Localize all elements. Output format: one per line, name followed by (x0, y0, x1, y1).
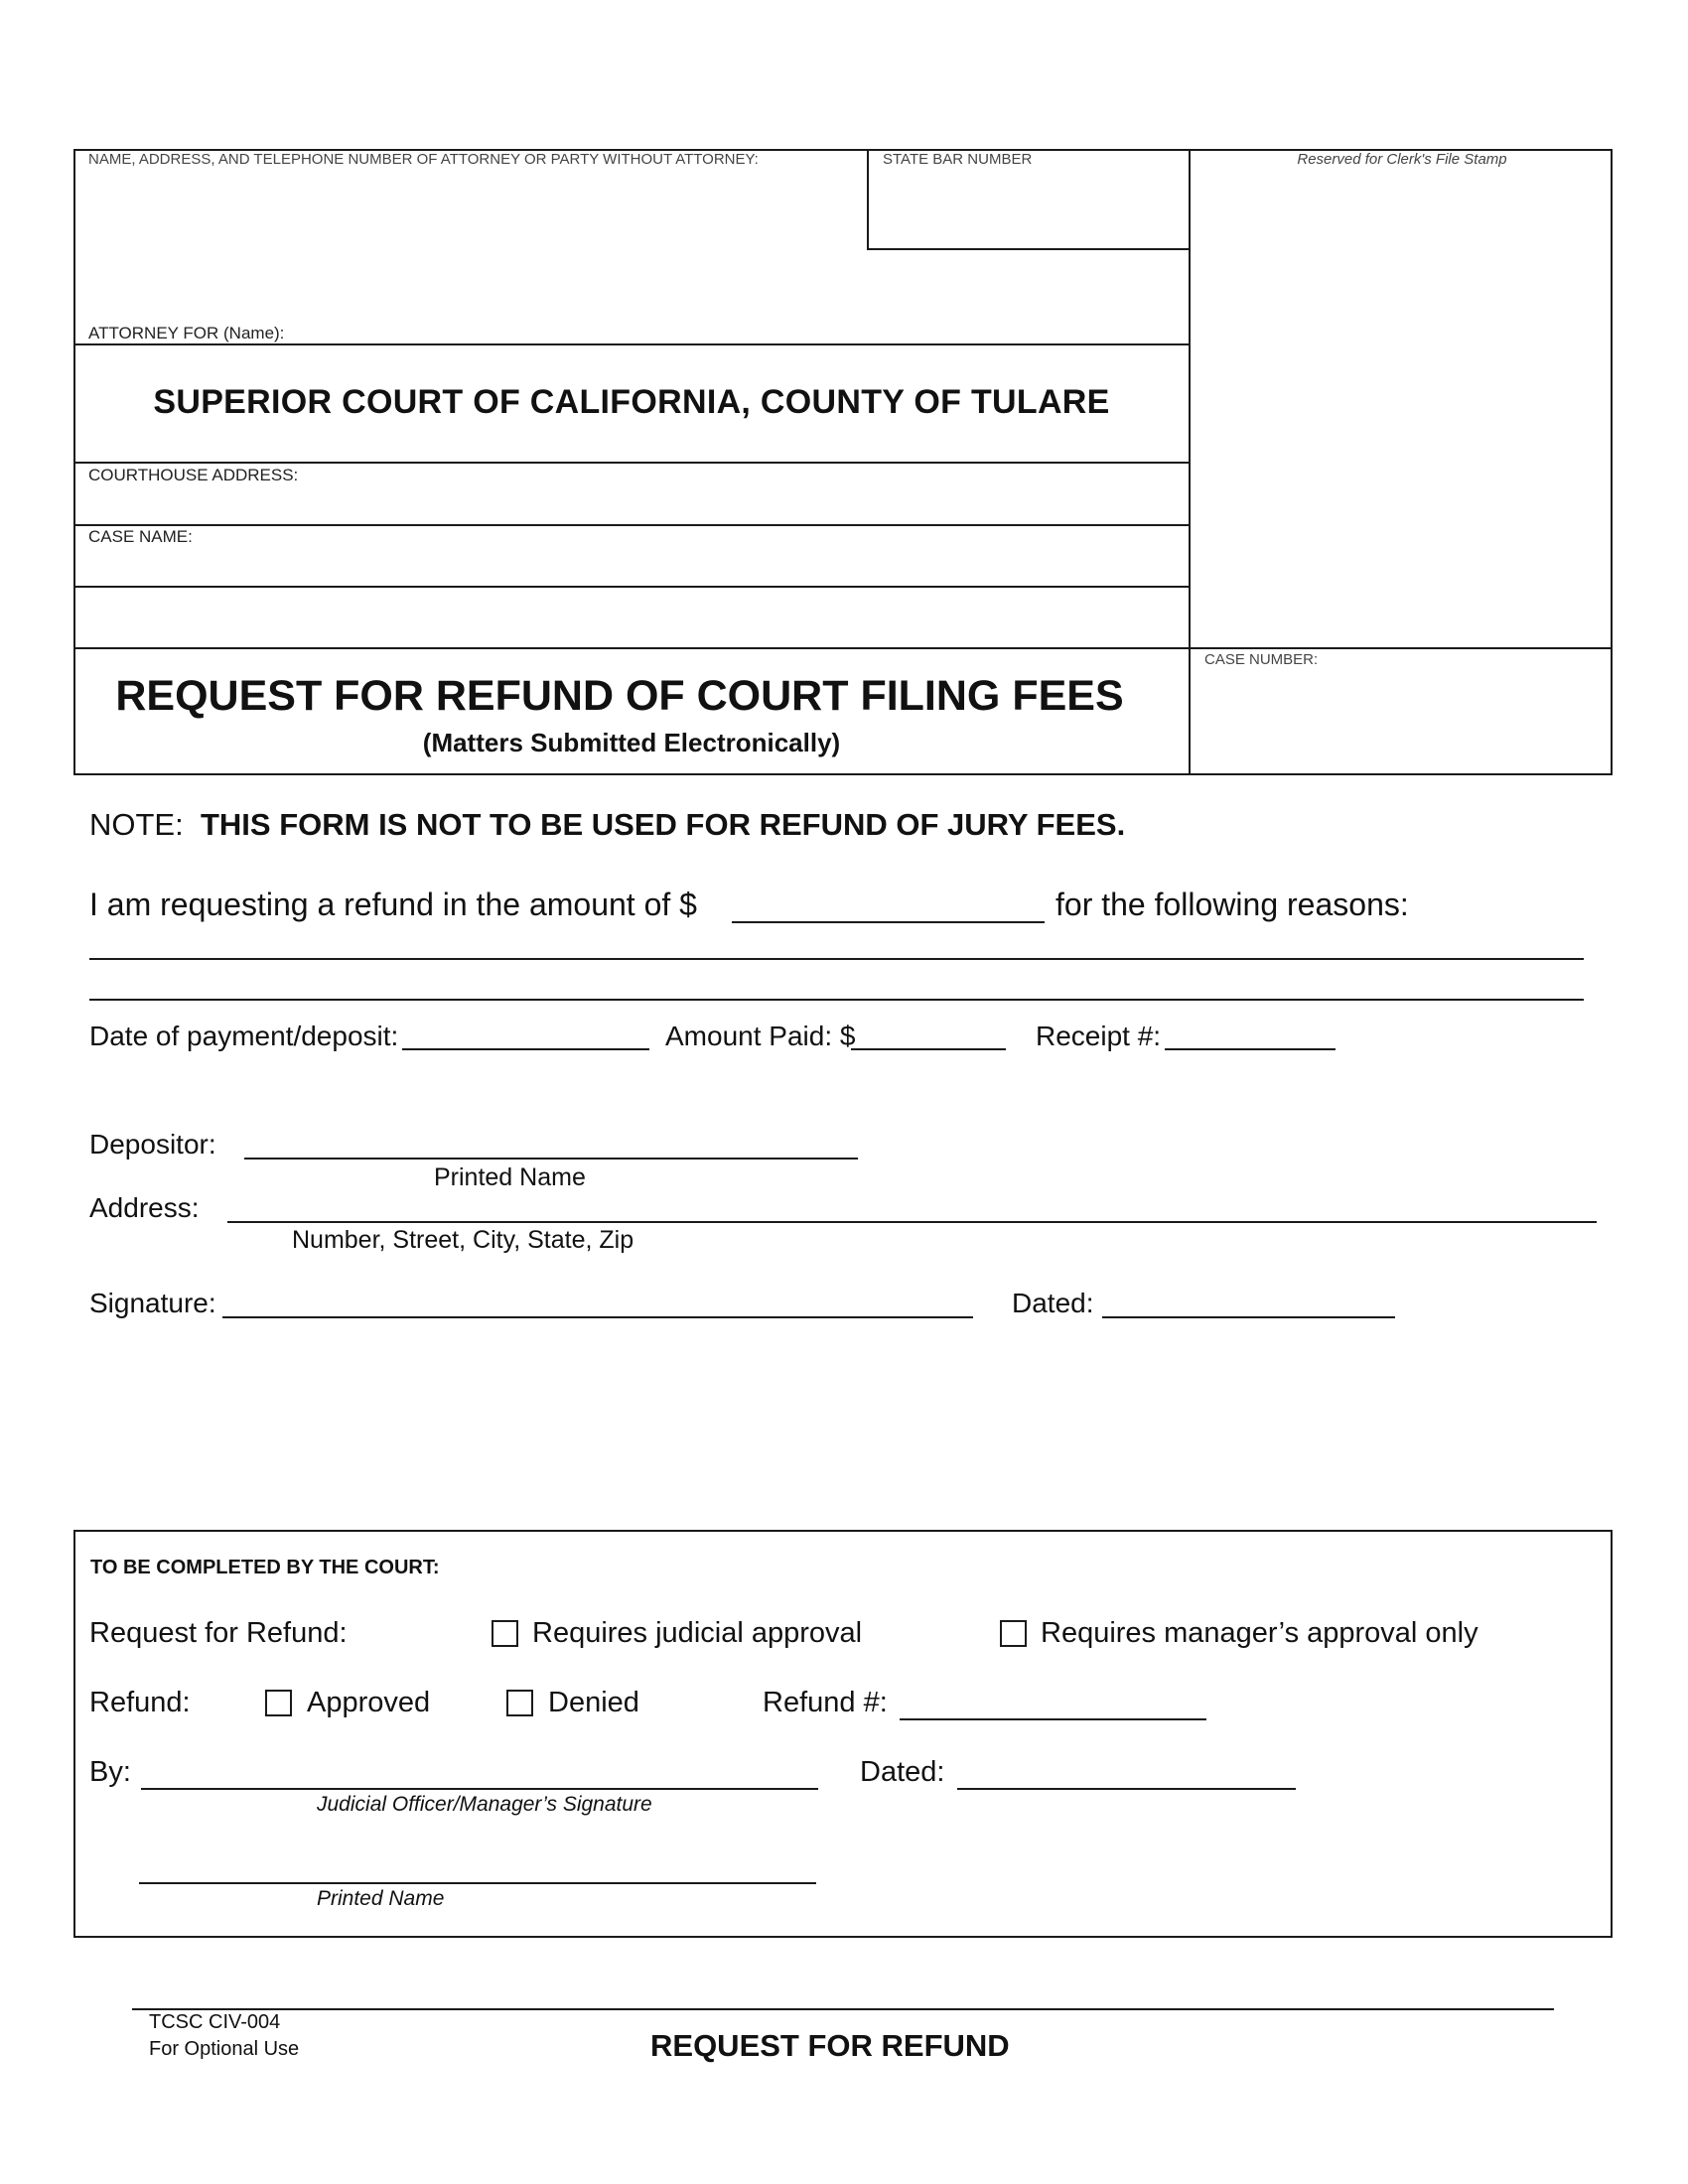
depositor-name-field[interactable] (244, 1158, 858, 1160)
form-title: REQUEST FOR REFUND OF COURT FILING FEES (115, 672, 1124, 720)
attorney-info-label: NAME, ADDRESS, AND TELEPHONE NUMBER OF ATTORNEY OR PARTY WITHOUT ATTORNEY: (88, 151, 759, 168)
dated-field[interactable] (1102, 1316, 1395, 1318)
courthouse-address-label: COURTHOUSE ADDRESS: (88, 466, 299, 484)
state-bar-bottom (867, 248, 1190, 250)
signature-label: Signature: (89, 1288, 216, 1318)
judicial-approval-checkbox[interactable] (492, 1620, 518, 1647)
state-bar-divider (867, 149, 869, 249)
refund-number-label: Refund #: (763, 1687, 888, 1718)
case-number-label: CASE NUMBER: (1204, 651, 1319, 668)
request-for-refund-label: Request for Refund: (89, 1617, 348, 1649)
refund-amount-field[interactable] (732, 921, 1045, 923)
row-line-5 (73, 647, 1613, 649)
approved-checkbox[interactable] (265, 1690, 292, 1716)
reason-line-2[interactable] (89, 999, 1584, 1001)
dated-label: Dated: (1012, 1288, 1094, 1318)
judicial-approval-label: Requires judicial approval (532, 1617, 863, 1649)
court-name: SUPERIOR COURT OF CALIFORNIA, COUNTY OF TULARE (153, 383, 1110, 421)
case-name-field[interactable] (79, 548, 1182, 582)
row-line-2 (73, 462, 1190, 464)
signature-field[interactable] (222, 1316, 973, 1318)
case-name-label: CASE NAME: (88, 527, 193, 546)
note-text: THIS FORM IS NOT TO BE USED FOR REFUND OF JURY FEES. (200, 807, 1126, 842)
manager-approval-checkbox[interactable] (1000, 1620, 1027, 1647)
request-prefix: I am requesting a refund in the amount of $ (89, 887, 697, 922)
note-prefix: NOTE: (89, 807, 184, 842)
by-label: By: (89, 1756, 131, 1788)
depositor-name-caption: Printed Name (434, 1163, 586, 1191)
denied-label: Denied (548, 1687, 639, 1718)
denied-checkbox[interactable] (506, 1690, 533, 1716)
receipt-label: Receipt #: (1036, 1021, 1162, 1051)
approver-signature-caption: Judicial Officer/Manager’s Signature (317, 1793, 652, 1816)
date-of-payment-field[interactable] (402, 1048, 649, 1050)
court-dated-label: Dated: (860, 1756, 945, 1788)
footer-title: REQUEST FOR REFUND (650, 2028, 1010, 2063)
refund-label: Refund: (89, 1687, 191, 1718)
clerk-stamp-label: Reserved for Clerk's File Stamp (1297, 151, 1507, 168)
row-line-3 (73, 524, 1190, 526)
courthouse-address-field[interactable] (79, 486, 1182, 520)
note-line (89, 807, 1125, 843)
reason-line-1[interactable] (89, 958, 1584, 960)
address-caption: Number, Street, City, State, Zip (292, 1226, 634, 1254)
state-bar-label: STATE BAR NUMBER (883, 151, 1033, 168)
court-use-box (73, 1530, 1613, 1938)
row-line-4 (73, 586, 1190, 588)
approver-signature-field[interactable] (141, 1788, 818, 1790)
depositor-label: Depositor: (89, 1129, 216, 1160)
amount-paid-label: Amount Paid: $ (665, 1021, 856, 1051)
request-suffix: for the following reasons: (1055, 887, 1409, 922)
footer-rule (132, 2008, 1554, 2010)
court-dated-field[interactable] (957, 1788, 1296, 1790)
state-bar-field[interactable] (874, 174, 1182, 243)
footer-form-code: TCSC CIV-004 (149, 2011, 281, 2033)
form-subtitle: (Matters Submitted Electronically) (422, 728, 841, 757)
court-section-heading: TO BE COMPLETED BY THE COURT: (90, 1557, 440, 1578)
receipt-field[interactable] (1165, 1048, 1336, 1050)
address-label: Address: (89, 1192, 200, 1223)
date-of-payment-label: Date of payment/deposit: (89, 1021, 399, 1051)
case-number-field[interactable] (1196, 675, 1604, 769)
case-name-field-2[interactable] (79, 590, 1182, 643)
address-field[interactable] (227, 1221, 1597, 1223)
approver-printed-name-caption: Printed Name (317, 1887, 445, 1910)
attorney-for-label: ATTORNEY FOR (Name): (88, 324, 285, 342)
approver-printed-name-field[interactable] (139, 1882, 816, 1884)
footer-usage: For Optional Use (149, 2038, 300, 2060)
attorney-info-field[interactable] (79, 174, 859, 323)
amount-paid-field[interactable] (851, 1048, 1006, 1050)
approved-label: Approved (307, 1687, 431, 1718)
refund-number-field[interactable] (900, 1718, 1206, 1720)
row-line-1 (73, 343, 1190, 345)
manager-approval-label: Requires manager’s approval only (1041, 1617, 1478, 1649)
